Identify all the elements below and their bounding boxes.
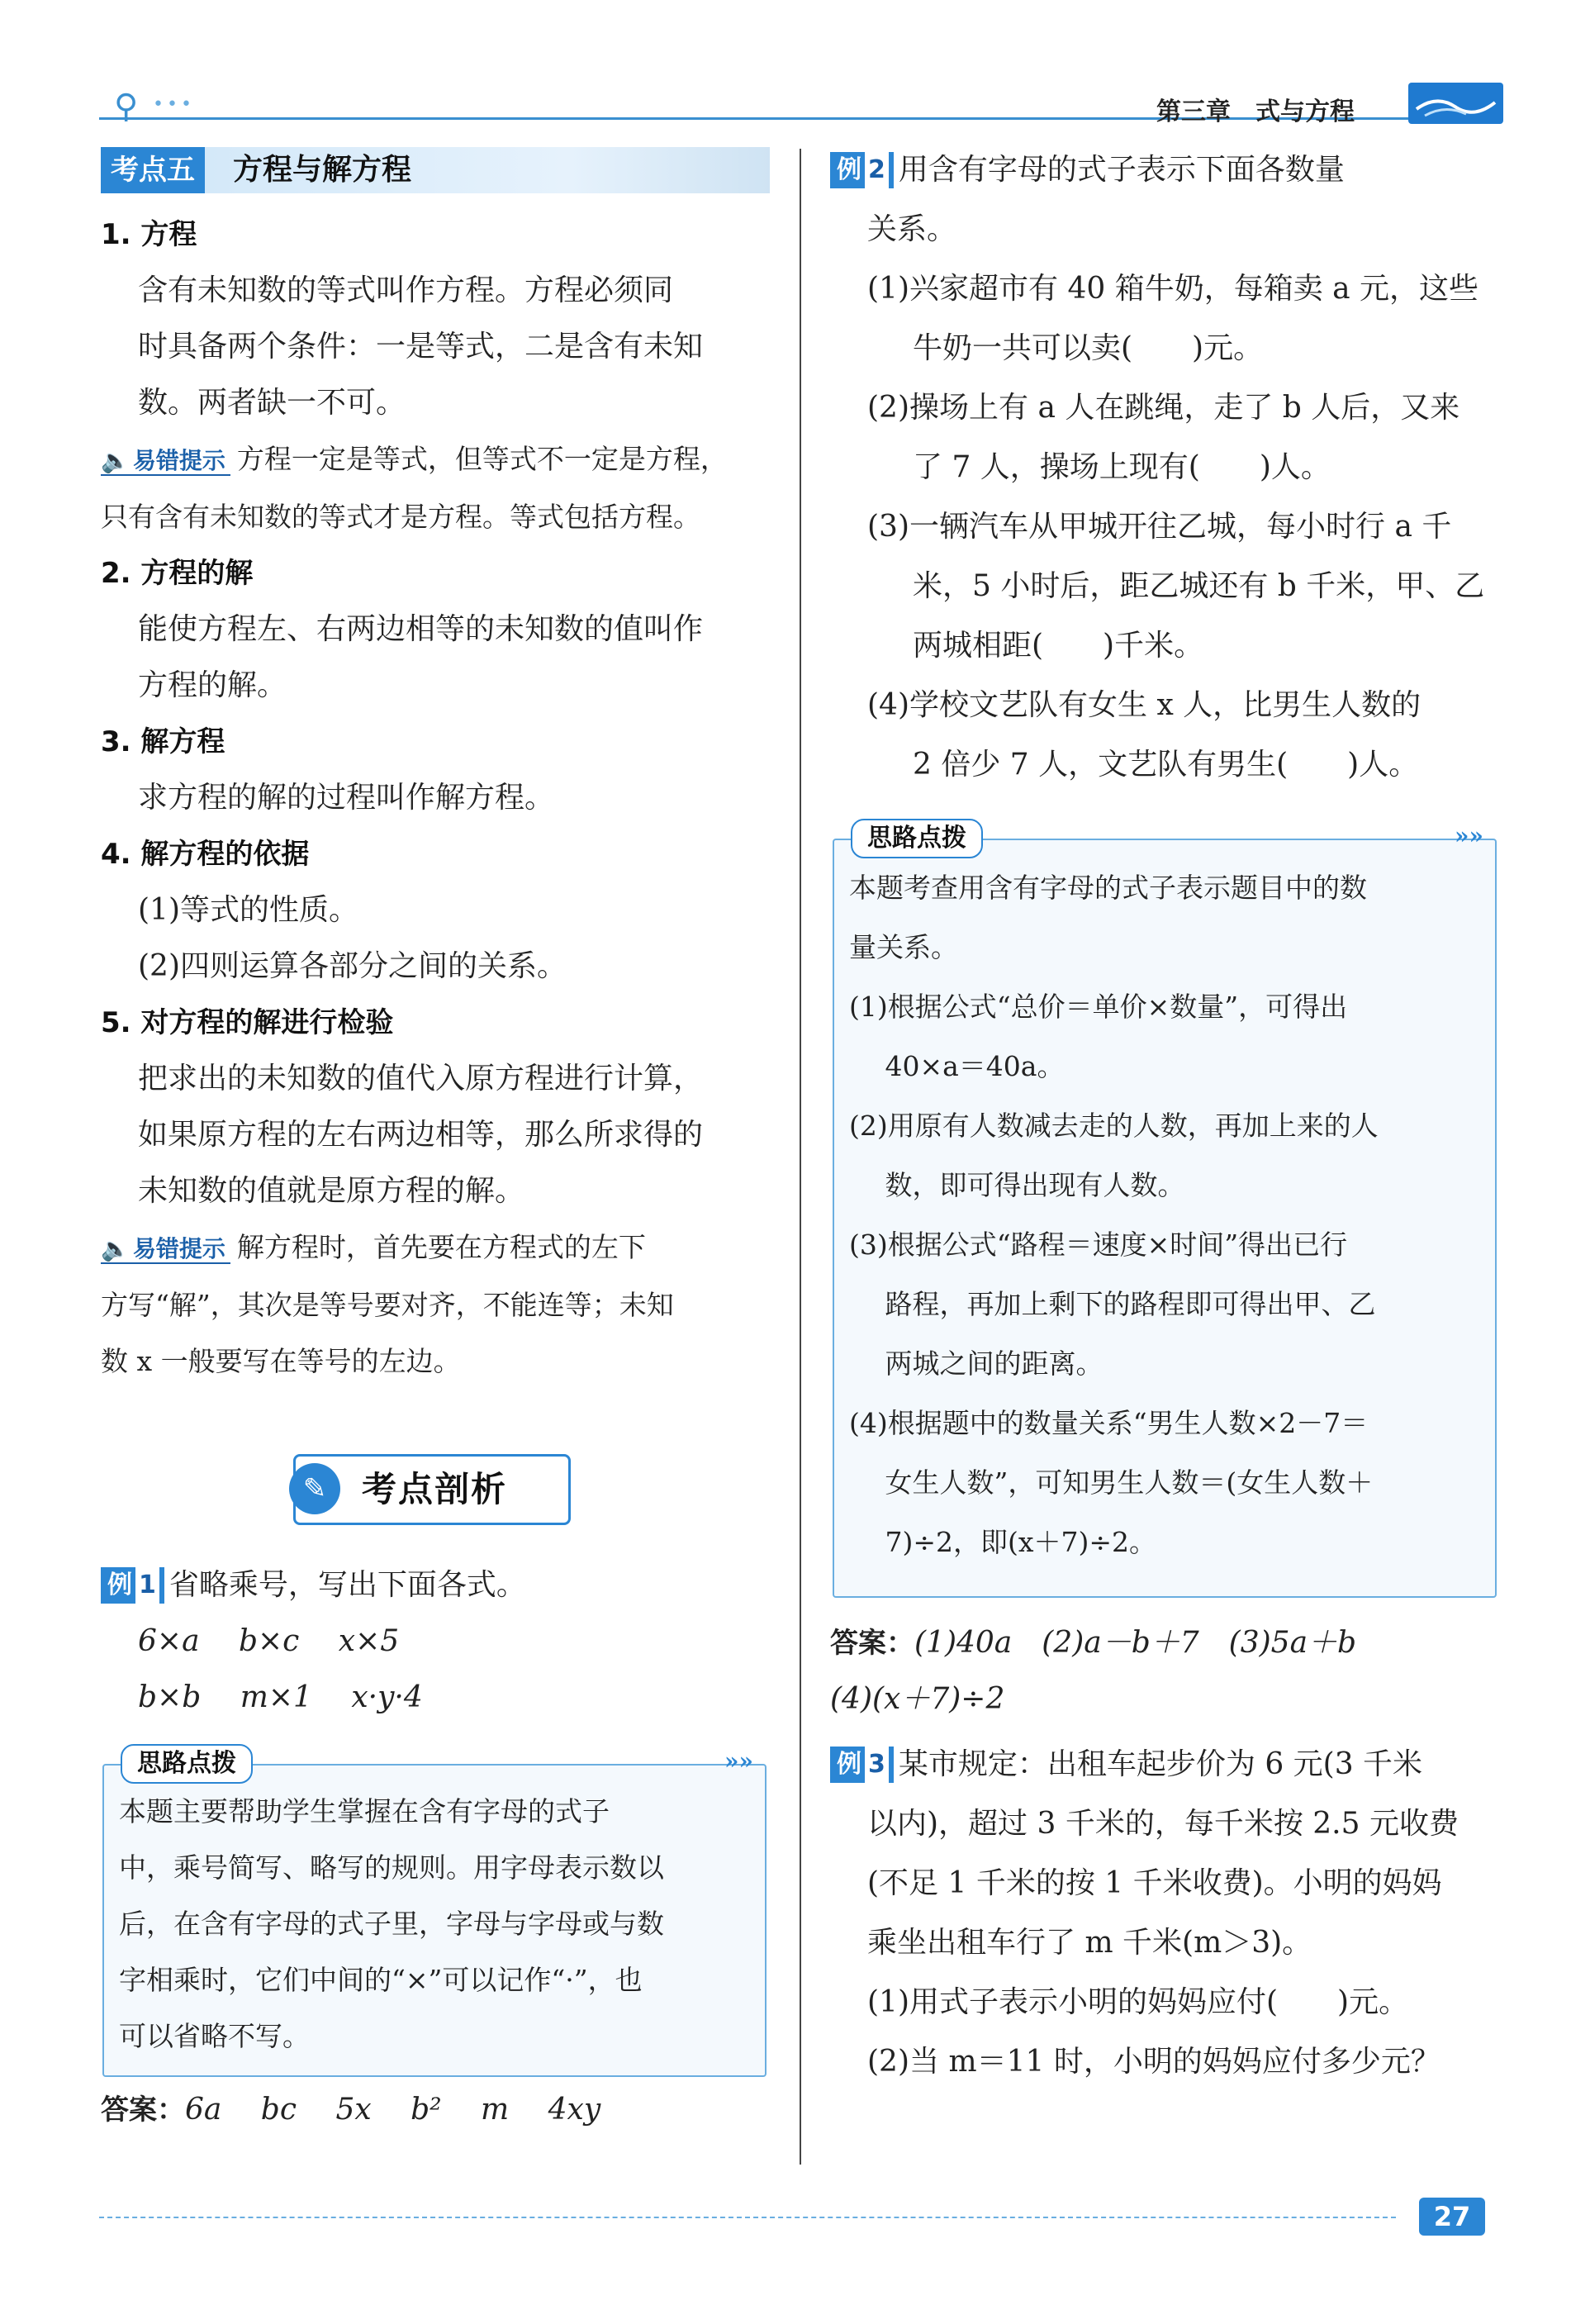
double-chevron-icon: »» bbox=[724, 1747, 753, 1775]
example-3 bbox=[830, 1735, 1499, 2092]
hint-tag-label: 易错提示 bbox=[132, 1235, 225, 1262]
hint-text: 数 x 一般要写在等号的左边。 bbox=[101, 1345, 461, 1377]
example-1 bbox=[101, 1557, 770, 1726]
column-divider bbox=[800, 149, 801, 2165]
tip-line: 量关系。 bbox=[849, 931, 958, 963]
tip-line: 字相乘时，它们中间的“×”可以记作“·”，也 bbox=[119, 1964, 643, 1996]
answer-text: (1)40a (2)a－b＋7 (3)5a＋b bbox=[914, 1626, 1357, 1660]
item-line: 时具备两个条件：一是等式，二是含有未知 bbox=[138, 330, 704, 364]
error-hint bbox=[101, 431, 770, 489]
tip-line: 数，即可得出现有人数。 bbox=[849, 1169, 1185, 1201]
left-column bbox=[101, 207, 770, 1390]
double-chevron-icon: »» bbox=[1455, 822, 1483, 849]
item-line: (2)四则运算各部分之间的关系。 bbox=[138, 949, 567, 983]
banner-title: 考点剖析 bbox=[362, 1469, 508, 1509]
expression-row bbox=[101, 1670, 770, 1726]
tip-line: 两城之间的距离。 bbox=[849, 1347, 1104, 1380]
item-heading: 2. 方程的解 bbox=[101, 557, 254, 590]
speaker-icon: 🔈 bbox=[101, 447, 130, 474]
tip-line: 路程，再加上剩下的路程即可得出甲、乙 bbox=[849, 1288, 1376, 1320]
tip-line: 本题考查用含有字母的式子表示题目中的数 bbox=[849, 872, 1367, 904]
question-text: 以内)，超过 3 千米的，每千米按 2.5 元收费 bbox=[867, 1807, 1459, 1841]
item-heading: 1. 方程 bbox=[101, 218, 197, 251]
expression-row-text: 6×a b×c x×5 bbox=[138, 1624, 400, 1658]
answer-text: 6a bc 5x b² m 4xy bbox=[185, 2093, 601, 2127]
item-heading: 5. 对方程的解进行检验 bbox=[101, 1006, 394, 1039]
hint-text: 解方程时，首先要在方程式的左下 bbox=[236, 1231, 646, 1263]
answer-text: (4)(x＋7)÷2 bbox=[830, 1682, 1005, 1716]
tip-box bbox=[833, 822, 1497, 1598]
example-1-answer bbox=[101, 2082, 770, 2138]
item-line: 含有未知数的等式叫作方程。方程必须同 bbox=[138, 273, 674, 307]
item-heading: 3. 解方程 bbox=[101, 725, 225, 758]
answer-label: 答案： bbox=[101, 2094, 185, 2127]
tip-line: (4)根据题中的数量关系“男生人数×2－7＝ bbox=[849, 1407, 1369, 1439]
sub-question: (4)学校文艺队有女生 x 人，比男生人数的 bbox=[867, 688, 1422, 722]
tip-line: 女生人数”，可知男生人数＝(女生人数＋ bbox=[849, 1466, 1374, 1499]
page-number: 27 bbox=[1419, 2198, 1485, 2236]
chapter-title: 第三章 式与方程 bbox=[1156, 97, 1355, 126]
example-badge bbox=[830, 1747, 894, 1783]
question-text: 关系。 bbox=[867, 212, 957, 246]
analysis-banner bbox=[293, 1454, 571, 1525]
hint-tag-label: 易错提示 bbox=[132, 447, 225, 474]
sub-question: 2 倍少 7 人，文艺队有男生( )人。 bbox=[913, 748, 1419, 782]
example-badge-label: 例 bbox=[837, 155, 861, 184]
tip-line: (2)用原有人数减去走的人数，再加上来的人 bbox=[849, 1110, 1379, 1142]
hint-tag bbox=[101, 447, 230, 476]
sub-question: 了 7 人，操场上现有( )人。 bbox=[913, 450, 1331, 484]
expression-row bbox=[101, 1613, 770, 1670]
item-line: 方程的解。 bbox=[138, 668, 287, 702]
item-line: 如果原方程的左右两边相等，那么所求得的 bbox=[138, 1118, 704, 1152]
example-question bbox=[101, 1557, 770, 1613]
example-badge bbox=[101, 1567, 164, 1604]
tip-line: 中，乘号简写、略写的规则。用字母表示数以 bbox=[119, 1851, 664, 1884]
example-number: 2 bbox=[865, 152, 889, 188]
wave-logo-icon bbox=[1408, 83, 1503, 124]
tip-line: (3)根据公式“路程＝速度×时间”得出已行 bbox=[849, 1229, 1348, 1261]
item-heading: 4. 解方程的依据 bbox=[101, 838, 310, 871]
question-text: 省略乘号，写出下面各式。 bbox=[168, 1568, 526, 1602]
question-text: 用含有字母的式子表示下面各数量 bbox=[898, 153, 1345, 187]
hint-text: 方程一定是等式，但等式不一定是方程， bbox=[236, 443, 728, 475]
item-line: 能使方程左、右两边相等的未知数的值叫作 bbox=[138, 612, 704, 646]
tip-line: (1)根据公式“总价＝单价×数量”，可得出 bbox=[849, 991, 1348, 1023]
item-line: 求方程的解的过程叫作解方程。 bbox=[138, 781, 555, 815]
tip-tag: 思路点拨 bbox=[121, 1744, 253, 1784]
section-title-bar bbox=[101, 147, 770, 193]
example-question bbox=[830, 1735, 1499, 1794]
item-line: (1)等式的性质。 bbox=[138, 893, 358, 927]
hint-text: 只有含有未知数的等式才是方程。等式包括方程。 bbox=[101, 501, 700, 533]
sub-question: 两城相距( )千米。 bbox=[913, 629, 1204, 663]
item-line: 未知数的值就是原方程的解。 bbox=[138, 1174, 525, 1208]
tip-line: 可以省略不写。 bbox=[119, 2020, 310, 2052]
item-line: 把求出的未知数的值代入原方程进行计算， bbox=[138, 1062, 704, 1095]
sub-question: (1)兴家超市有 40 箱牛奶，每箱卖 a 元，这些 bbox=[867, 272, 1479, 306]
expression-row-text: b×b m×1 x·y·4 bbox=[138, 1680, 423, 1714]
sub-question: 牛奶一共可以卖( )元。 bbox=[913, 331, 1264, 365]
magnifier-icon: ⚲ bbox=[114, 88, 139, 126]
footer-rule bbox=[99, 2217, 1396, 2218]
example-2-answer bbox=[830, 1615, 1499, 1728]
example-number: 3 bbox=[865, 1747, 889, 1783]
tip-line: 40×a＝40a。 bbox=[849, 1050, 1065, 1082]
example-2 bbox=[830, 140, 1499, 795]
tip-tag: 思路点拨 bbox=[851, 819, 983, 858]
header-dots: ••• bbox=[153, 94, 195, 115]
example-badge-label: 例 bbox=[837, 1750, 861, 1779]
pencil-icon: ✎ bbox=[289, 1463, 340, 1514]
speaker-icon: 🔈 bbox=[101, 1235, 130, 1262]
answer-label: 答案： bbox=[830, 1627, 914, 1660]
section-badge: 考点五 bbox=[101, 147, 205, 193]
tip-line: 本题主要帮助学生掌握在含有字母的式子 bbox=[119, 1795, 610, 1827]
question-text: (不足 1 千米的按 1 千米收费)。小明的妈妈 bbox=[867, 1866, 1442, 1900]
sub-question: (1)用式子表示小明的妈妈应付( )元。 bbox=[867, 1985, 1409, 2019]
question-text: 乘坐出租车行了 m 千米(m＞3)。 bbox=[867, 1926, 1312, 1960]
sub-question: (2)操场上有 a 人在跳绳，走了 b 人后，又来 bbox=[867, 391, 1460, 425]
tip-line: 后，在含有字母的式子里，字母与字母或与数 bbox=[119, 1908, 664, 1940]
sub-question: (3)一辆汽车从甲城开往乙城，每小时行 a 千 bbox=[867, 510, 1452, 544]
item-line: 数。两者缺一不可。 bbox=[138, 386, 406, 420]
example-question bbox=[830, 140, 1499, 200]
example-number: 1 bbox=[135, 1567, 159, 1604]
tip-line: 7)÷2，即(x＋7)÷2。 bbox=[849, 1526, 1157, 1558]
sub-question: 米，5 小时后，距乙城还有 b 千米，甲、乙 bbox=[913, 569, 1485, 603]
tip-box bbox=[102, 1747, 767, 2077]
error-hint bbox=[101, 1219, 770, 1277]
example-badge-label: 例 bbox=[107, 1571, 132, 1599]
example-badge bbox=[830, 152, 894, 188]
hint-text: 方写“解”，其次是等号要对齐，不能连等；未知 bbox=[101, 1289, 674, 1321]
question-text: 某市规定：出租车起步价为 6 元(3 千米 bbox=[898, 1747, 1423, 1781]
sub-question: (2)当 m＝11 时，小明的妈妈应付多少元？ bbox=[867, 2045, 1440, 2079]
hint-tag bbox=[101, 1235, 230, 1264]
section-name: 方程与解方程 bbox=[233, 153, 412, 187]
